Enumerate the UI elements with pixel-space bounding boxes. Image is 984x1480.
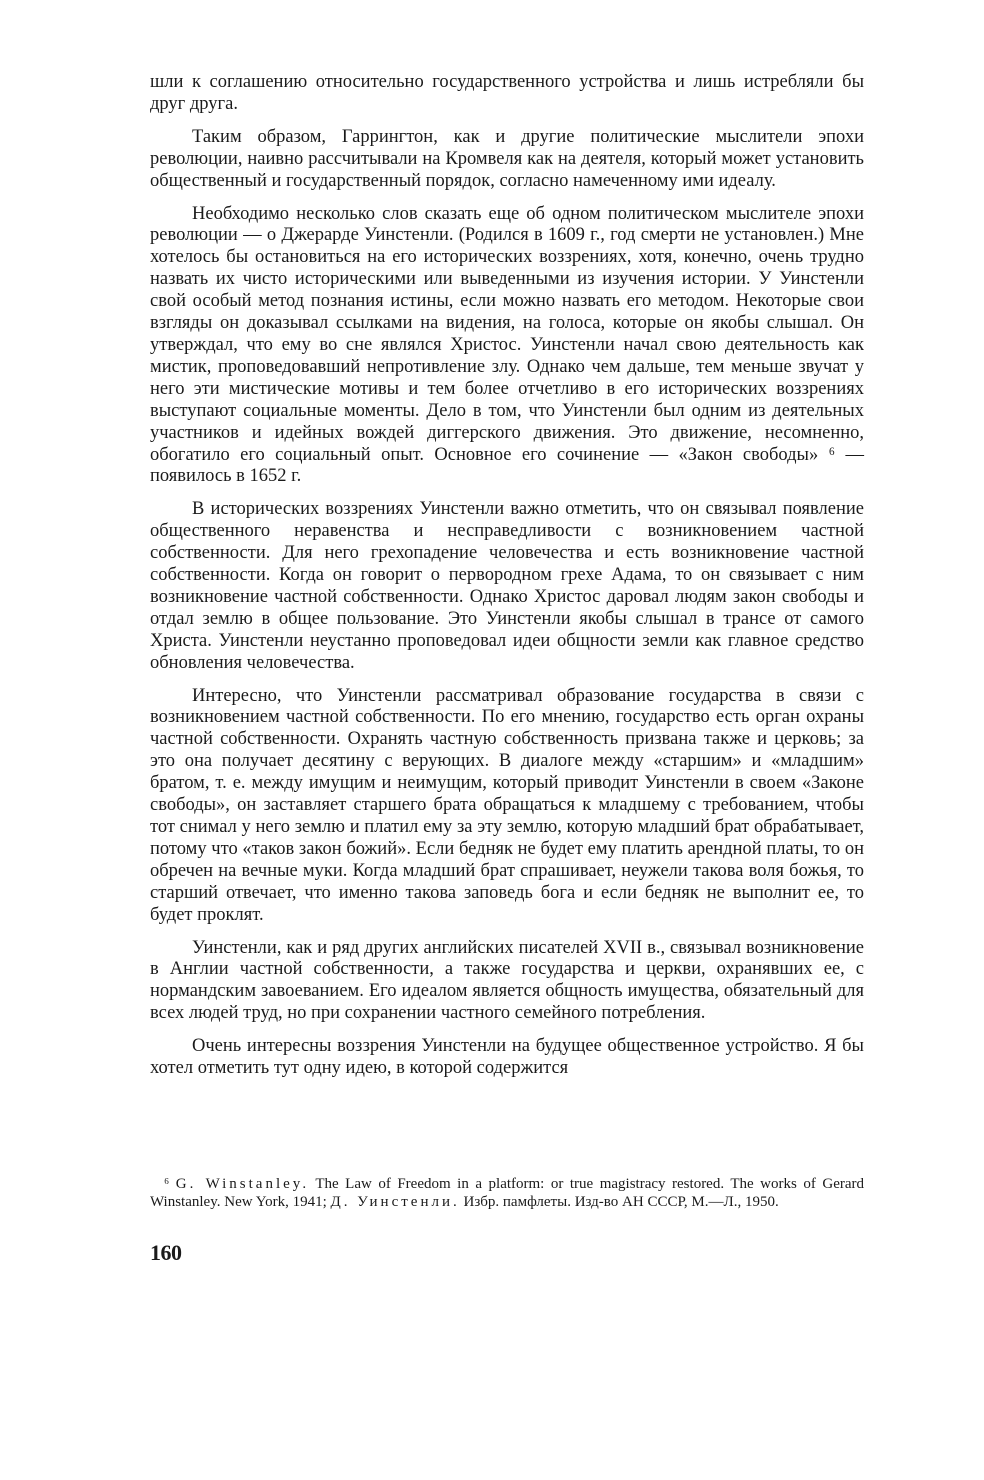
- footnote: [150, 1176, 864, 1211]
- paragraph-7: Очень интересны воззрения Уинстенли на будущее общественное устройство. Я бы хотел отметить тут одну идею, в которой содержится: [150, 1036, 864, 1079]
- paragraph-3: Необходимо несколько слов сказать еще об одном политическом мыслителе эпохи революции — о Джерарде Уинстенли. (Родился в 1609 г., год смерти не установлен.) Мне хотелось бы остановиться на его исторических воззрениях, хотя, конечно, очень трудно назвать их чисто историческими или выведенными из изучения истории. У Уинстенли свой особый метод познания истины, если можно назвать его методом. Некоторые свои взгляды он доказывал ссылками на видения, на голоса, которые он якобы слышал. Он утверждал, что ему во сне являлся Христос. Уинстенли начал свою деятельность как мистик, проповедовавший непротивление злу. Однако чем дальше, тем меньше звучат у него эти мистические мотивы и тем более отчетливо в его исторических воззрениях выступают социальные моменты. Дело в том, что Уинстенли был одним из деятельных участников и идейных вождей диггерского движения. Это движение, несомненно, обогатило его социальный опыт. Основное его сочинение — «Закон свободы» ⁶ — появилось в 1652 г.: [150, 203, 864, 487]
- footnote-marker: ⁶: [164, 1176, 170, 1192]
- page-number: 160: [150, 1240, 182, 1265]
- paragraph-1: шли к соглашению относительно государственного устройства и лишь истребляли бы друг друга.: [150, 72, 864, 114]
- paragraph-5: Интересно, что Уинстенли рассматривал образование государства в связи с возникновением частной собственности. По его мнению, государство есть орган охраны частной собственности. Охранять частную собственность призвана также и церковь; за это она получает десятину с верующих. В диалоге между «старшим» и «младшим» братом, т. е. между имущим и неимущим, который приводит Уинстенли в своем «Законе свободы», он заставляет старшего брата обращаться к младшему с требованием, чтобы тот снимал у него землю и платил ему за эту землю, которую младший брат обрабатывает, потому что «таков закон божий». Если бедняк не будет ему платить арендной платы, то он обречен на вечные муки. Когда младший брат спрашивает, неужели такова воля божья, то старший отвечает, что именно такова заповедь бога и если бедняк не выполнит ее, то будет проклят.: [150, 685, 864, 925]
- main-text: [150, 72, 864, 1091]
- paragraph-6: Уинстенли, как и ряд других английских писателей XVII в., связывал возникновение в Англии частной собственности, а также государства и церкви, охранявших ее, с нормандским завоеванием. Его идеалом является общность имущества, обязательный для всех людей труд, но при сохранении частного семейного потребления.: [150, 937, 864, 1024]
- footnote-author-1: G. Winstanley.: [175, 1176, 310, 1192]
- footnote-text-2: Избр. памфлеты. Изд-во АН СССР, М.—Л., 1950.: [463, 1193, 779, 1210]
- footnote-text-1: The Law of Freedom in a platform: or true magistracy restored. The works of Gerard Winstanley. New York, 1941;: [150, 1176, 864, 1210]
- paragraph-2: Таким образом, Гаррингтон, как и другие политические мыслители эпохи революции, наивно рассчитывали на Кромвеля как на деятеля, который может установить общественный и государственный порядок, согласно намеченному ими идеалу.: [150, 126, 864, 191]
- paragraph-4: В исторических воззрениях Уинстенли важно отметить, что он связывал появление общественного неравенства и несправедливости с возникновением частной собственности. Для него грехопадение человечества и есть возникновение частной собственности. Когда он говорит о первородном грехе Адама, то он связывает с ним возникновение частной собственности. Однако Христос даровал людям закон свободы и отдал землю в общее пользование. Это Уинстенли якобы слышал в трансе от самого Христа. Уинстенли неустанно проповедовал идеи общности земли как главное средство обновления человечества.: [150, 499, 864, 673]
- footnote-author-2: Д. Уинстенли.: [330, 1193, 460, 1210]
